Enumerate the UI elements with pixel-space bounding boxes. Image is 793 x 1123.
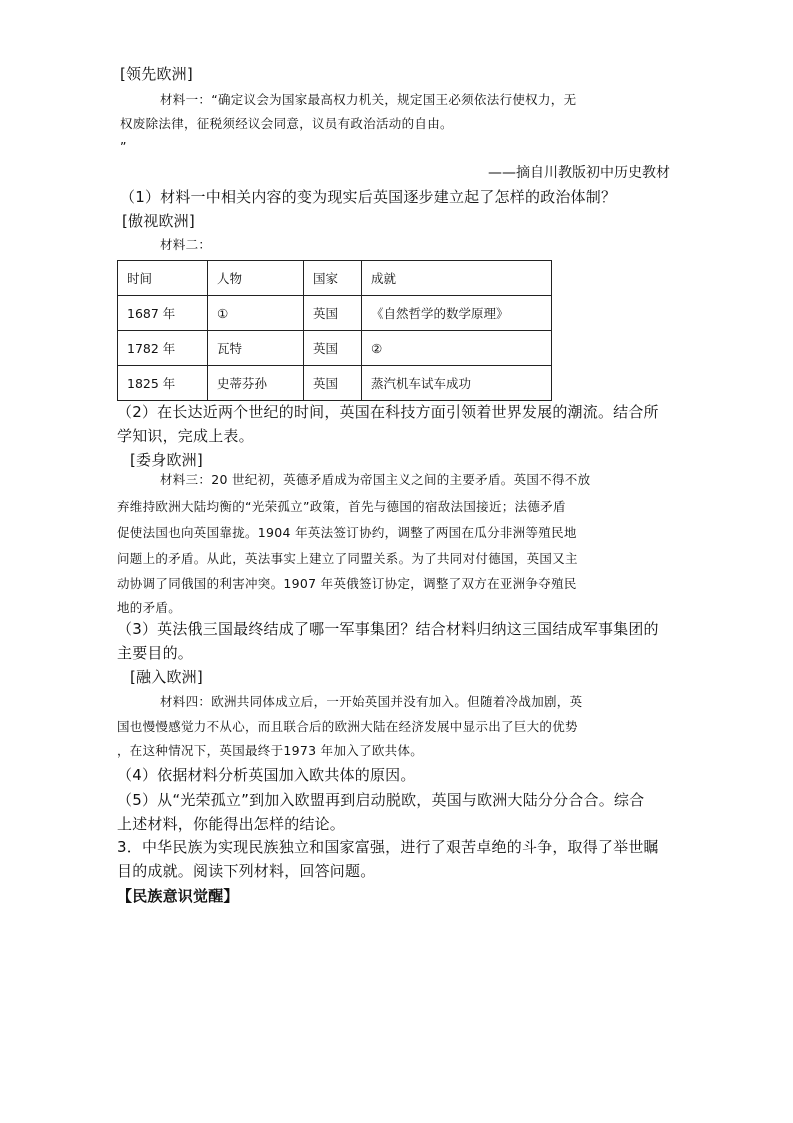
question-4: （4）依据材料分析英国加入欧共体的原因。 <box>117 766 416 784</box>
table-cell: ① <box>208 296 304 331</box>
material-one-line-3: ” <box>120 139 127 154</box>
question-2-line-2: 学知识，完成上表。 <box>117 427 254 445</box>
item-3-line-2: 目的成就。阅读下列材料，回答问题。 <box>117 862 376 880</box>
table-cell: 《自然哲学的数学原理》 <box>362 296 552 331</box>
table-header-cell: 人物 <box>208 261 304 296</box>
table-cell: 英国 <box>304 331 362 366</box>
section-heading-dominate: [傲视欧洲] <box>122 212 195 230</box>
question-1: （1）材料一中相关内容的变为现实后英国逐步建立起了怎样的政治体制？ <box>120 188 617 206</box>
material-three-line: 促使法国也向英国靠拢。1904 年英法签订协约，调整了两国在瓜分非洲等殖民地 <box>117 525 577 540</box>
table-row <box>118 331 552 366</box>
table-cell: 史蒂芬孙 <box>208 366 304 401</box>
question-3-line-2: 主要目的。 <box>117 644 194 662</box>
question-5-line-2: 上述材料，你能得出怎样的结论。 <box>117 815 346 833</box>
table-row <box>118 366 552 401</box>
table-cell: 英国 <box>304 296 362 331</box>
table-row <box>118 296 552 331</box>
material-three-line: 动协调了同俄国的利害冲突。1907 年英俄签订协定，调整了双方在亚洲争夺殖民 <box>117 576 577 591</box>
table-cell: 1825 年 <box>118 366 208 401</box>
table-header-row <box>118 261 552 296</box>
table-header-cell: 国家 <box>304 261 362 296</box>
table-cell: 瓦特 <box>208 331 304 366</box>
section-heading-lead: [领先欧洲] <box>120 65 193 83</box>
material-three-line: 问题上的矛盾。从此，英法事实上建立了同盟关系。为了共同对付德国，英国又主 <box>117 551 578 566</box>
science-achievements-table <box>117 260 552 401</box>
question-3-line-1: （3）英法俄三国最终结成了哪一军事集团？结合材料归纳这三国结成军事集团的 <box>117 620 659 638</box>
section-heading-integrate: [融入欧洲] <box>130 668 203 686</box>
item-3-line-1: 3．中华民族为实现民族独立和国家富强，进行了艰苦卓绝的斗争，取得了举世瞩 <box>117 838 659 856</box>
section-heading-submit: [委身欧洲] <box>130 451 203 469</box>
material-two-label: 材料二： <box>160 237 212 252</box>
question-2-line-1: （2）在长达近两个世纪的时间，英国在科技方面引领着世界发展的潮流。结合所 <box>117 403 659 421</box>
material-one-line-2: 权废除法律，征税须经议会同意，议员有政治活动的自由。 <box>120 116 453 131</box>
table-header-cell: 时间 <box>118 261 208 296</box>
material-source: ——摘自川教版初中历史教材 <box>488 165 670 181</box>
material-four-line: ，在这种情况下，英国最终于1973 年加入了欧共体。 <box>117 743 424 758</box>
material-three-line: 弃维持欧洲大陆均衡的“光荣孤立”政策，首先与德国的宿敌法国接近；法德矛盾 <box>117 499 566 514</box>
section-heading-national-awakening: 【民族意识觉醒】 <box>117 887 239 905</box>
question-5-line-1: （5）从“光荣孤立”到加入欧盟再到启动脱欧，英国与欧洲大陆分分合合。综合 <box>117 791 645 809</box>
table-cell: 英国 <box>304 366 362 401</box>
material-three-line: 地的矛盾。 <box>117 600 182 615</box>
material-four-line: 材料四：欧洲共同体成立后，一开始英国并没有加入。但随着冷战加剧，英 <box>160 694 583 709</box>
table-cell: 蒸汽机车试车成功 <box>362 366 552 401</box>
table-header-cell: 成就 <box>362 261 552 296</box>
table-cell: ② <box>362 331 552 366</box>
table-cell: 1687 年 <box>118 296 208 331</box>
table-cell: 1782 年 <box>118 331 208 366</box>
material-one-line-1: 材料一：“确定议会为国家最高权力机关，规定国王必须依法行使权力，无 <box>160 92 577 107</box>
material-four-line: 国也慢慢感觉力不从心，而且联合后的欧洲大陆在经济发展中显示出了巨大的优势 <box>117 719 578 734</box>
material-three-line: 材料三：20 世纪初，英德矛盾成为帝国主义之间的主要矛盾。英国不得不放 <box>160 472 591 487</box>
